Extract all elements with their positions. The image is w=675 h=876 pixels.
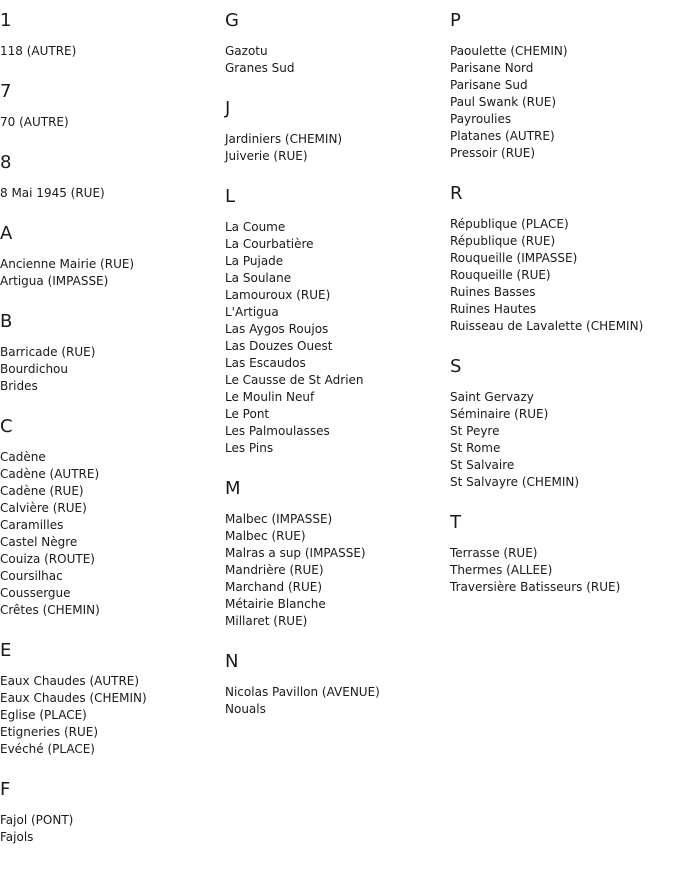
street-entry: St Salvayre (CHEMIN)	[450, 475, 580, 489]
street-entry: La Courbatière	[225, 237, 314, 251]
street-entry: Eaux Chaudes (CHEMIN)	[0, 691, 147, 705]
street-entry: 118 (AUTRE)	[0, 44, 77, 58]
letter-heading: T	[450, 512, 461, 533]
street-entry: Mandrière (RUE)	[225, 563, 324, 577]
letter-group	[450, 356, 670, 491]
street-entry: Pressoir (RUE)	[450, 146, 536, 160]
street-entry: Cadène (AUTRE)	[0, 467, 100, 481]
street-list	[450, 216, 670, 335]
street-entry: Saint Gervazy	[450, 390, 534, 404]
street-entry: Artigua (IMPASSE)	[0, 274, 109, 288]
street-list	[450, 389, 670, 491]
column-1	[0, 10, 220, 867]
street-entry: L'Artigua	[225, 305, 279, 319]
letter-heading: 8	[0, 152, 12, 173]
street-entry: Las Aygos Roujos	[225, 322, 329, 336]
letter-heading: A	[0, 223, 13, 244]
column-3	[450, 10, 670, 617]
street-list	[225, 43, 445, 77]
street-entry: République (PLACE)	[450, 217, 569, 231]
street-entry: Cadène	[0, 450, 46, 464]
letter-group	[0, 779, 220, 846]
letter-group	[0, 223, 220, 290]
street-entry: Métairie Blanche	[225, 597, 326, 611]
street-entry: Malbec (RUE)	[225, 529, 306, 543]
street-entry: Nicolas Pavillon (AVENUE)	[225, 685, 380, 699]
street-entry: Ancienne Mairie (RUE)	[0, 257, 135, 271]
street-list	[450, 43, 670, 162]
street-entry: La Pujade	[225, 254, 284, 268]
street-entry: Ruines Hautes	[450, 302, 537, 316]
street-entry: Marchand (RUE)	[225, 580, 323, 594]
letter-group	[225, 478, 445, 630]
street-entry: Fajol (PONT)	[0, 813, 74, 827]
street-entry: Brides	[0, 379, 38, 393]
street-entry: Payroulies	[450, 112, 512, 126]
street-entry: Barricade (RUE)	[0, 345, 96, 359]
street-entry: Juiverie (RUE)	[225, 149, 308, 163]
street-entry: St Rome	[450, 441, 501, 455]
letter-heading: E	[0, 640, 12, 661]
street-entry: Evéché (PLACE)	[0, 742, 95, 756]
street-list	[225, 684, 445, 718]
street-entry: Bourdichou	[0, 362, 69, 376]
street-entry: Eaux Chaudes (AUTRE)	[0, 674, 140, 688]
street-list	[225, 131, 445, 165]
street-list	[0, 185, 220, 202]
street-entry: Coussergue	[0, 586, 71, 600]
street-entry: Parisane Nord	[450, 61, 534, 75]
street-entry: Platanes (AUTRE)	[450, 129, 555, 143]
street-entry: 8 Mai 1945 (RUE)	[0, 186, 105, 200]
street-entry: Le Pont	[225, 407, 270, 421]
letter-group	[0, 640, 220, 758]
street-entry: Jardiniers (CHEMIN)	[225, 132, 343, 146]
letter-group	[0, 152, 220, 202]
street-list	[0, 449, 220, 619]
street-entry: Ruines Basses	[450, 285, 536, 299]
street-entry: Millaret (RUE)	[225, 614, 308, 628]
street-entry: Las Escaudos	[225, 356, 306, 370]
letter-heading: P	[450, 10, 461, 31]
street-entry: Malras a sup (IMPASSE)	[225, 546, 366, 560]
letter-heading: N	[225, 651, 239, 672]
street-list	[225, 511, 445, 630]
letter-heading: M	[225, 478, 241, 499]
letter-heading: F	[0, 779, 11, 800]
street-entry: Le Causse de St Adrien	[225, 373, 364, 387]
street-list	[450, 545, 670, 596]
street-list	[0, 344, 220, 395]
column-2	[225, 10, 445, 739]
street-entry: Rouqueille (RUE)	[450, 268, 551, 282]
street-list	[0, 114, 220, 131]
letter-heading: J	[225, 98, 231, 119]
letter-heading: B	[0, 311, 13, 332]
letter-group	[225, 186, 445, 457]
letter-group	[0, 416, 220, 619]
letter-group	[0, 81, 220, 131]
street-entry: Etigneries (RUE)	[0, 725, 99, 739]
letter-group	[450, 183, 670, 335]
street-entry: 70 (AUTRE)	[0, 115, 69, 129]
letter-heading: S	[450, 356, 462, 377]
street-entry: Crêtes (CHEMIN)	[0, 603, 100, 617]
street-entry: Paoulette (CHEMIN)	[450, 44, 568, 58]
street-list	[0, 43, 220, 60]
street-entry: Le Moulin Neuf	[225, 390, 315, 404]
street-entry: Nouals	[225, 702, 266, 716]
street-list	[0, 812, 220, 846]
letter-heading: 1	[0, 10, 12, 31]
street-entry: Ruisseau de Lavalette (CHEMIN)	[450, 319, 644, 333]
street-entry: Traversière Batisseurs (RUE)	[450, 580, 621, 594]
letter-group	[225, 651, 445, 718]
street-entry: Caramilles	[0, 518, 64, 532]
street-entry: Thermes (ALLEE)	[450, 563, 553, 577]
street-entry: Les Pins	[225, 441, 274, 455]
street-entry: Rouqueille (IMPASSE)	[450, 251, 578, 265]
street-entry: Granes Sud	[225, 61, 295, 75]
street-entry: République (RUE)	[450, 234, 556, 248]
street-entry: Paul Swank (RUE)	[450, 95, 557, 109]
street-entry: St Peyre	[450, 424, 500, 438]
letter-heading: C	[0, 416, 13, 437]
street-entry: Lamouroux (RUE)	[225, 288, 331, 302]
letter-heading: L	[225, 186, 236, 207]
street-entry: Malbec (IMPASSE)	[225, 512, 333, 526]
street-list	[0, 673, 220, 758]
street-entry: Calvière (RUE)	[0, 501, 87, 515]
street-entry: Parisane Sud	[450, 78, 528, 92]
street-entry: La Coume	[225, 220, 286, 234]
letter-group	[0, 311, 220, 395]
street-list	[225, 219, 445, 457]
street-entry: Terrasse (RUE)	[450, 546, 538, 560]
street-entry: Les Palmoulasses	[225, 424, 330, 438]
letter-group	[450, 512, 670, 596]
street-entry: Eglise (PLACE)	[0, 708, 87, 722]
letter-group	[225, 10, 445, 77]
street-entry: Coursilhac	[0, 569, 63, 583]
street-entry: Séminaire (RUE)	[450, 407, 549, 421]
street-entry: Gazotu	[225, 44, 268, 58]
street-entry: Cadène (RUE)	[0, 484, 84, 498]
street-entry: Couiza (ROUTE)	[0, 552, 95, 566]
street-list	[0, 256, 220, 290]
street-entry: St Salvaire	[450, 458, 515, 472]
letter-heading: G	[225, 10, 239, 31]
street-entry: Fajols	[0, 830, 34, 844]
letter-group	[0, 10, 220, 60]
letter-group	[450, 10, 670, 162]
street-entry: La Soulane	[225, 271, 292, 285]
letter-group	[225, 98, 445, 165]
letter-heading: R	[450, 183, 463, 204]
letter-heading: 7	[0, 81, 12, 102]
street-entry: Castel Nègre	[0, 535, 78, 549]
street-entry: Las Douzes Ouest	[225, 339, 333, 353]
